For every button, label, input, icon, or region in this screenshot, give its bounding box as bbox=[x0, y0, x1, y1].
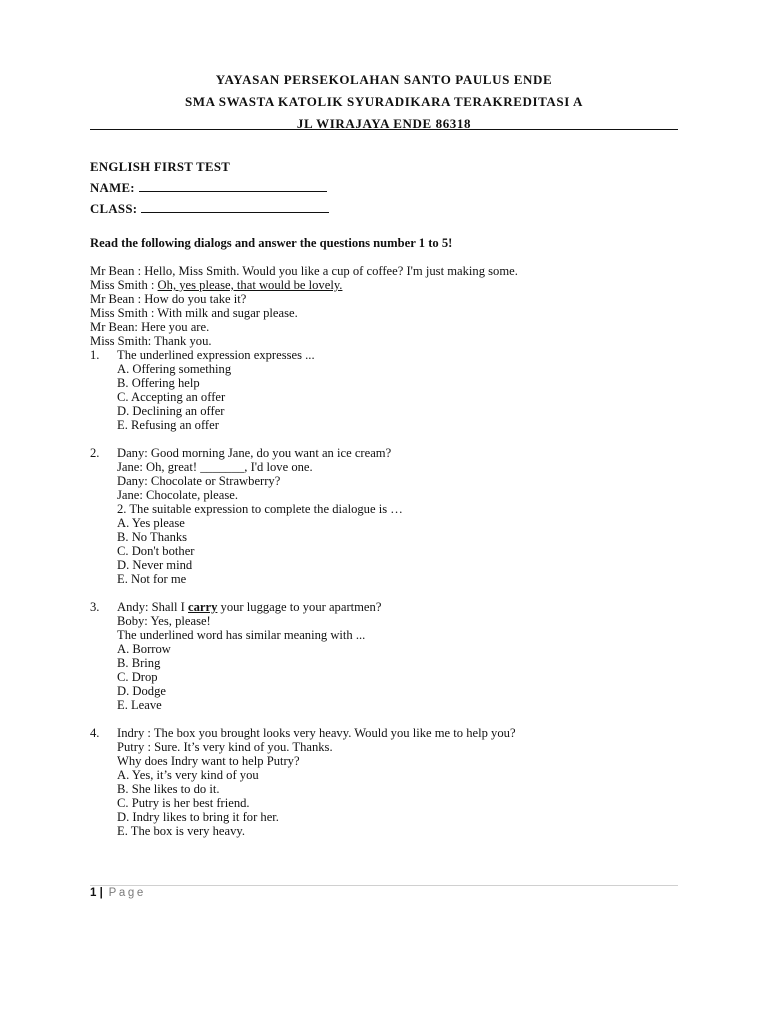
option: B. Bring bbox=[117, 656, 161, 670]
option: B. She likes to do it. bbox=[117, 782, 220, 796]
dialog-line: Miss Smith: Thank you. bbox=[90, 334, 212, 348]
option: C. Don't bother bbox=[117, 544, 195, 558]
question-text: The underlined expression expresses ... bbox=[117, 348, 315, 362]
page-footer bbox=[90, 887, 146, 899]
questions bbox=[90, 264, 690, 838]
dialog-line: Dany: Chocolate or Strawberry? bbox=[117, 474, 281, 488]
option: D. Never mind bbox=[117, 558, 193, 572]
question-text: Why does Indry want to help Putry? bbox=[117, 754, 300, 768]
dialog-line: Jane: Chocolate, please. bbox=[117, 488, 238, 502]
question-3 bbox=[90, 600, 690, 614]
class-label: CLASS: bbox=[90, 202, 138, 216]
dialog-line: Boby: Yes, please! bbox=[117, 614, 211, 628]
option: C. Drop bbox=[117, 670, 158, 684]
dialog-text: Andy: Shall I bbox=[117, 600, 189, 614]
question-2 bbox=[90, 446, 690, 460]
question-text: The underlined word has similar meaning with ... bbox=[117, 628, 366, 642]
question-1 bbox=[90, 348, 690, 362]
dialog-text: your luggage to your apartmen? bbox=[217, 600, 382, 614]
option: E. Refusing an offer bbox=[117, 418, 219, 432]
question-number: 2. bbox=[90, 446, 100, 460]
option: A. Yes, it’s very kind of you bbox=[117, 768, 259, 782]
option: A. Borrow bbox=[117, 642, 171, 656]
question-4 bbox=[90, 726, 690, 740]
instruction: Read the following dialogs and answer the questions number 1 to 5! bbox=[90, 236, 453, 250]
dialog-line: Miss Smith : With milk and sugar please. bbox=[90, 306, 298, 320]
dialog-line: Mr Bean: Here you are. bbox=[90, 320, 210, 334]
option: E. The box is very heavy. bbox=[117, 824, 246, 838]
option: B. No Thanks bbox=[117, 530, 188, 544]
dialog-line: Putry : Sure. It’s very kind of you. Thanks. bbox=[117, 740, 333, 754]
dialog-line bbox=[90, 278, 690, 292]
question-text: 2. The suitable expression to complete the dialogue is … bbox=[117, 502, 403, 516]
page-number: 1 | bbox=[90, 887, 103, 899]
foundation-name: YAYASAN PERSEKOLAHAN SANTO PAULUS ENDE bbox=[215, 72, 553, 87]
page-label: Page bbox=[102, 887, 146, 899]
school-name: SMA SWASTA KATOLIK SYURADIKARA TERAKREDITASI A bbox=[184, 94, 584, 109]
name-row bbox=[90, 180, 329, 201]
class-blank bbox=[141, 201, 329, 213]
dialog-line: Mr Bean : How do you take it? bbox=[90, 292, 247, 306]
class-row bbox=[90, 201, 329, 222]
underlined-word: carry bbox=[188, 600, 218, 614]
question-number: 1. bbox=[90, 348, 100, 362]
option: D. Dodge bbox=[117, 684, 166, 698]
option: C. Accepting an offer bbox=[117, 390, 226, 404]
dialog-line: Indry : The box you brought looks very heavy. Would you like me to help you? bbox=[117, 726, 516, 740]
name-label: NAME: bbox=[90, 181, 135, 195]
question-number: 4. bbox=[90, 726, 100, 740]
test-info bbox=[90, 159, 329, 222]
option: D. Declining an offer bbox=[117, 404, 225, 418]
question-number: 3. bbox=[90, 600, 100, 614]
underlined-expression: Oh, yes please, that would be lovely. bbox=[157, 278, 343, 292]
school-address: JL WIRAJAYA ENDE 86318 bbox=[296, 116, 472, 131]
option: C. Putry is her best friend. bbox=[117, 796, 250, 810]
option: D. Indry likes to bring it for her. bbox=[117, 810, 279, 824]
option: A. Yes please bbox=[117, 516, 185, 530]
option: E. Leave bbox=[117, 698, 162, 712]
dialog-line: Dany: Good morning Jane, do you want an ice cream? bbox=[117, 446, 392, 460]
footer-divider bbox=[90, 885, 678, 886]
option: A. Offering something bbox=[117, 362, 232, 376]
name-blank bbox=[139, 180, 327, 192]
test-title: ENGLISH FIRST TEST bbox=[90, 160, 231, 174]
dialog-line: Jane: Oh, great! _______, I'd love one. bbox=[117, 460, 313, 474]
dialog-speaker: Miss Smith : bbox=[90, 278, 158, 292]
option: E. Not for me bbox=[117, 572, 187, 586]
option: B. Offering help bbox=[117, 376, 200, 390]
dialog-line: Mr Bean : Hello, Miss Smith. Would you like a cup of coffee? I'm just making some. bbox=[90, 264, 518, 278]
header-divider bbox=[90, 129, 678, 130]
